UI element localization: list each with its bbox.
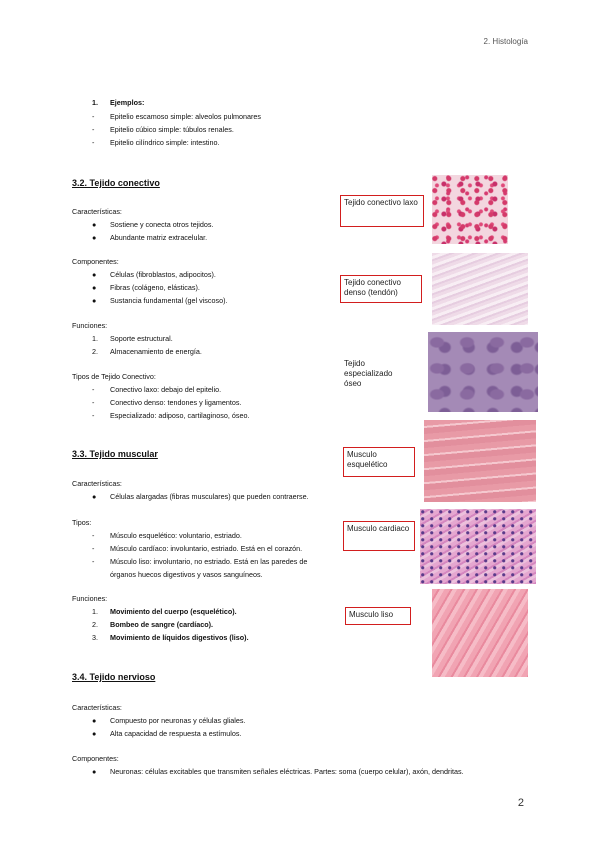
dash: - — [92, 125, 95, 134]
list-item: Epitelio cúbico simple: túbulos renales. — [110, 125, 234, 134]
label-musculo-liso: Musculo liso — [345, 607, 411, 625]
list-item: Abundante matriz extracelular. — [110, 233, 208, 242]
list-item: Neuronas: células excitables que transmiten señales eléctricas. Partes: soma (cuerpo celular), axón, dendritas. — [110, 767, 464, 776]
dash: - — [92, 112, 95, 121]
funciones-heading: Funciones: — [72, 321, 108, 330]
list-number: 2. — [92, 620, 98, 629]
list-item: Alta capacidad de respuesta a estímulos. — [110, 729, 242, 738]
funciones-heading: Funciones: — [72, 594, 108, 603]
tissue-cardiac-muscle-image — [420, 509, 536, 584]
componentes-heading: Componentes: — [72, 257, 119, 266]
running-header: 2. Histología — [483, 37, 528, 46]
bullet: ● — [92, 233, 97, 242]
bullet: ● — [92, 283, 97, 292]
list-item: Músculo liso: involuntario, no estriado. Está en las paredes de — [110, 557, 308, 566]
ejemplos-heading: Ejemplos: — [110, 98, 145, 107]
tipos-heading: Tipos: — [72, 518, 92, 527]
componentes-heading: Componentes: — [72, 754, 119, 763]
dash: - — [92, 385, 95, 394]
dash: - — [92, 411, 95, 420]
label-musculo-esqueletico: Musculo esquelético — [343, 447, 415, 477]
list-item: Músculo cardíaco: involuntario, estriado. Está en el corazón. — [110, 544, 303, 553]
list-number: 1. — [92, 607, 98, 616]
list-item: Especializado: adiposo, cartilaginoso, óseo. — [110, 411, 250, 420]
list-item: Conectivo denso: tendones y ligamentos. — [110, 398, 242, 407]
label-tejido-conectivo-denso: Tejido conectivo denso (tendón) — [340, 275, 422, 303]
list-item: Sostiene y conecta otros tejidos. — [110, 220, 214, 229]
tissue-bone-image — [428, 332, 538, 412]
bullet: ● — [92, 296, 97, 305]
list-item: Movimiento de líquidos digestivos (liso). — [110, 633, 249, 642]
tissue-dense-connective-image — [432, 253, 528, 325]
list-item: Fibras (colágeno, elásticas). — [110, 283, 200, 292]
list-item: Células alargadas (fibras musculares) que pueden contraerse. — [110, 492, 309, 501]
list-item-continuation: órganos huecos digestivos y vasos sanguíneos. — [110, 570, 263, 579]
label-tejido-conectivo-laxo: Tejido conectivo laxo — [340, 195, 424, 227]
list-item: Soporte estructural. — [110, 334, 173, 343]
tissue-smooth-muscle-image — [432, 589, 528, 677]
tissue-skeletal-muscle-image — [424, 420, 536, 502]
caracteristicas-heading: Características: — [72, 479, 122, 488]
list-number: 1. — [92, 98, 98, 107]
caracteristicas-heading: Características: — [72, 703, 122, 712]
list-item: Conectivo laxo: debajo del epitelio. — [110, 385, 222, 394]
dash: - — [92, 398, 95, 407]
dash: - — [92, 138, 95, 147]
section-title-muscular: 3.3. Tejido muscular — [72, 449, 158, 459]
dash: - — [92, 544, 95, 553]
bullet: ● — [92, 492, 97, 501]
section-title-nervioso: 3.4. Tejido nervioso — [72, 672, 156, 682]
list-item: Compuesto por neuronas y células gliales. — [110, 716, 246, 725]
bullet: ● — [92, 729, 97, 738]
bullet: ● — [92, 220, 97, 229]
label-tejido-especializado-oseo: Tejido especializado óseo — [340, 356, 406, 394]
section-title-conectivo: 3.2. Tejido conectivo — [72, 178, 160, 188]
list-item: Músculo esquelético: voluntario, estriado. — [110, 531, 242, 540]
list-item: Epitelio escamoso simple: alveolos pulmonares — [110, 112, 262, 121]
list-item: Almacenamiento de energía. — [110, 347, 202, 356]
bullet: ● — [92, 716, 97, 725]
dash: - — [92, 531, 95, 540]
label-musculo-cardiaco: Musculo cardiaco — [343, 521, 415, 551]
list-number: 3. — [92, 633, 98, 642]
caracteristicas-heading: Características: — [72, 207, 122, 216]
bullet: ● — [92, 270, 97, 279]
tissue-loose-connective-image — [432, 175, 508, 244]
page-number: 2 — [517, 797, 524, 809]
list-item: Epitelio cilíndrico simple: intestino. — [110, 138, 220, 147]
list-item: Movimiento del cuerpo (esquelético). — [110, 607, 237, 616]
list-item: Bombeo de sangre (cardíaco). — [110, 620, 214, 629]
list-number: 1. — [92, 334, 98, 343]
list-item: Células (fibroblastos, adipocitos). — [110, 270, 216, 279]
list-item: Sustancia fundamental (gel viscoso). — [110, 296, 228, 305]
bullet: ● — [92, 767, 97, 776]
list-number: 2. — [92, 347, 98, 356]
tipos-heading: Tipos de Tejido Conectivo: — [72, 372, 156, 381]
dash: - — [92, 557, 95, 566]
